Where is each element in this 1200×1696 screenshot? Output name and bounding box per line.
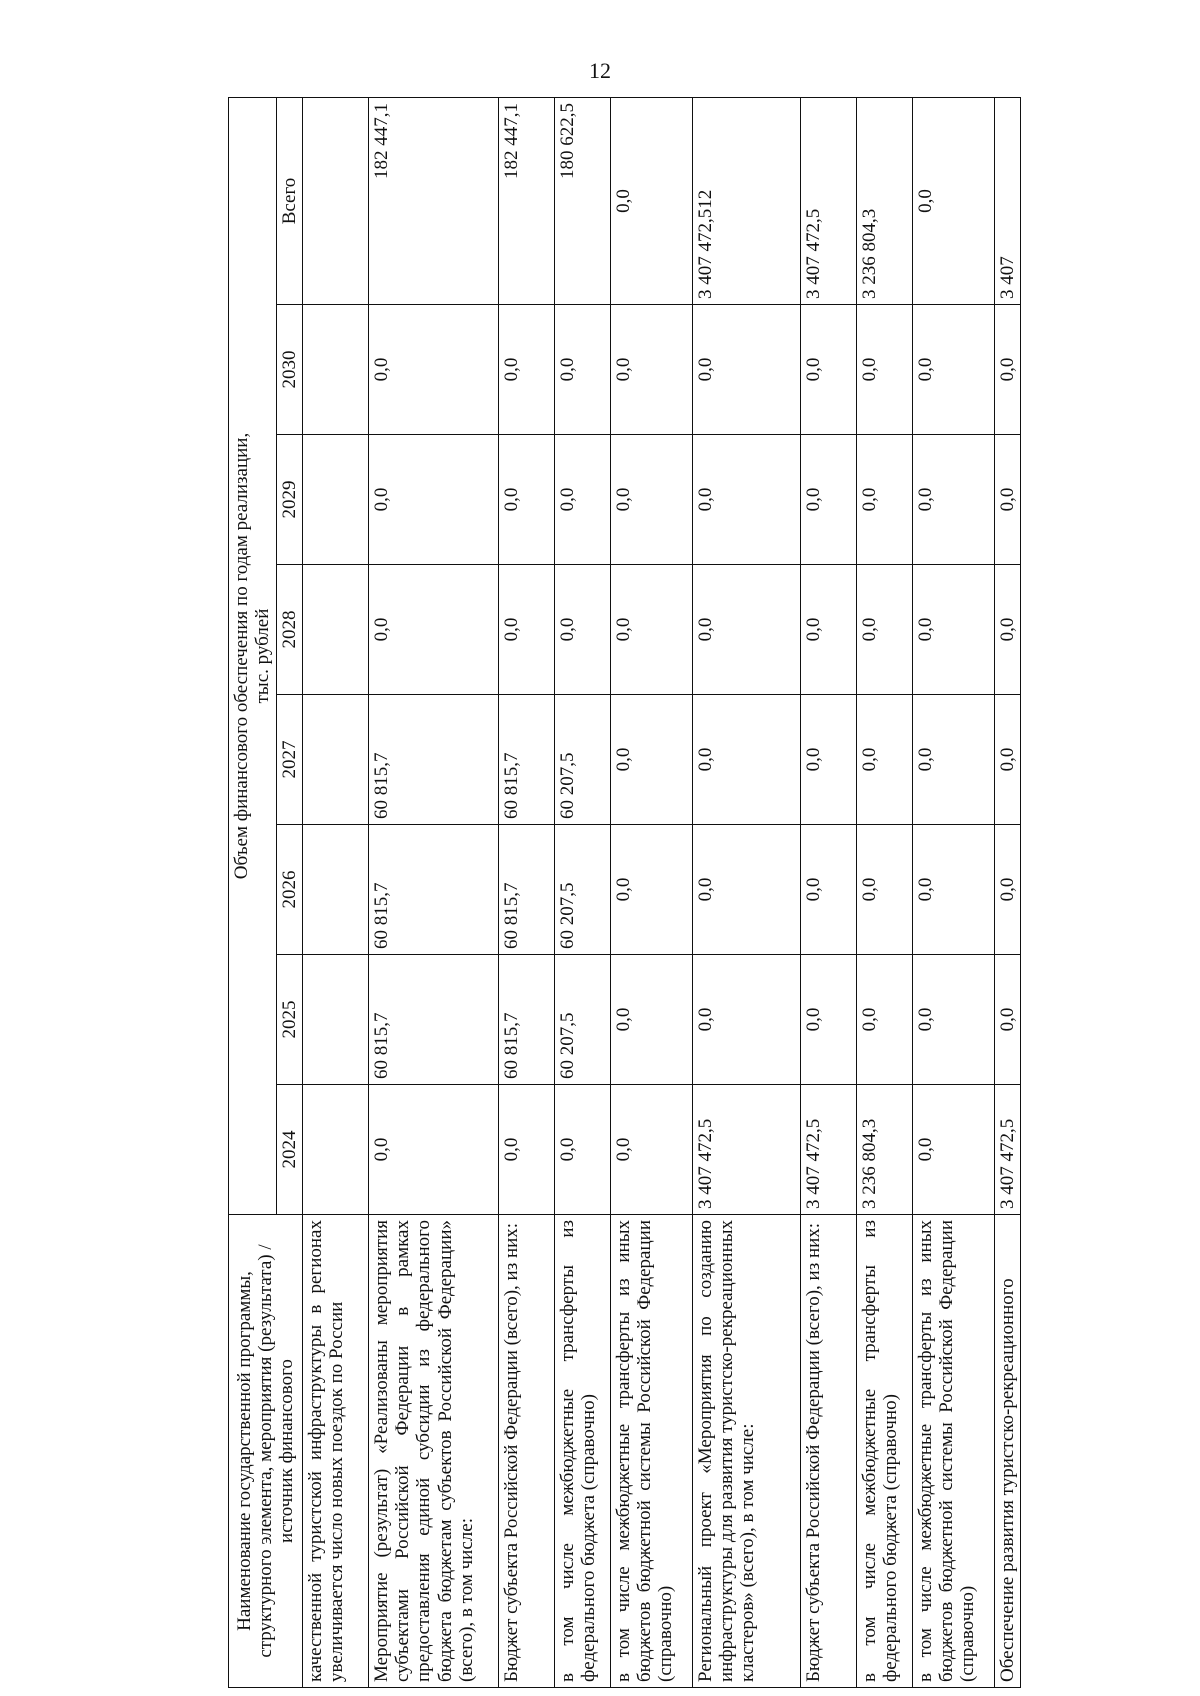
- header-year-2025: 2025: [276, 955, 302, 1085]
- cell-2030: 0,0: [368, 305, 498, 435]
- cell-2029: 0,0: [554, 435, 610, 565]
- cell-total: 3 407 472,512: [692, 97, 800, 304]
- cell-total: 0,0: [912, 97, 994, 304]
- cell-2028: 0,0: [692, 565, 800, 695]
- row-label: Обеспечение развития туристско-рекреационного: [994, 1215, 1020, 1688]
- cell-2027: 0,0: [856, 695, 912, 825]
- cell-2027: 60 207,5: [554, 695, 610, 825]
- cell-total: 3 236 804,3: [856, 97, 912, 304]
- header-year-2029: 2029: [276, 435, 302, 565]
- cell-2028: 0,0: [994, 565, 1020, 695]
- header-total: Всего: [276, 97, 302, 304]
- row-label: в том числе межбюджетные трансферты из иных бюджетов бюджетной системы Российской Федерации (справочно): [912, 1215, 994, 1688]
- table-row: [302, 97, 368, 1687]
- cell-2028: 0,0: [610, 565, 692, 695]
- cell-2027: 0,0: [610, 695, 692, 825]
- row-label: качественной туристской инфраструктуры в регионах увеличивается число новых поездок по России: [302, 1215, 368, 1688]
- cell-2026: 60 815,7: [368, 825, 498, 955]
- cell-2025: 0,0: [856, 955, 912, 1085]
- rotated-table-wrapper: [228, 98, 1018, 1688]
- cell-2027: 0,0: [692, 695, 800, 825]
- cell-2025: 0,0: [994, 955, 1020, 1085]
- cell-2024: 0,0: [912, 1085, 994, 1215]
- row-label: Региональный проект «Мероприятия по созданию инфраструктуры для развития туристско-рекреационных кластеров» (всего), в том числе:: [692, 1215, 800, 1688]
- table-row: [800, 97, 856, 1687]
- cell-2029: 0,0: [994, 435, 1020, 565]
- cell-total: 180 622,5: [554, 97, 610, 304]
- cell-2027: 0,0: [800, 695, 856, 825]
- row-label: Бюджет субъекта Российской Федерации (всего), из них:: [498, 1215, 554, 1688]
- cell-2025: 0,0: [912, 955, 994, 1085]
- table-row: [498, 97, 554, 1687]
- cell-2029: 0,0: [856, 435, 912, 565]
- cell-2030: 0,0: [498, 305, 554, 435]
- header-year-2028: 2028: [276, 565, 302, 695]
- table-row: [692, 97, 800, 1687]
- cell-2025: 60 815,7: [498, 955, 554, 1085]
- row-label: Бюджет субъекта Российской Федерации (всего), из них:: [800, 1215, 856, 1688]
- cell-2028: 0,0: [800, 565, 856, 695]
- row-label: в том числе межбюджетные трансферты из иных бюджетов бюджетной системы Российской Федерации (справочно): [610, 1215, 692, 1688]
- cell-2024: 3 407 472,5: [692, 1085, 800, 1215]
- row-label: в том числе межбюджетные трансферты из федерального бюджета (справочно): [856, 1215, 912, 1688]
- header-unit: тыс. рублей: [252, 608, 274, 704]
- cell-2027: [302, 695, 368, 825]
- table-row: [368, 97, 498, 1687]
- row-label: Мероприятие (результат) «Реализованы мероприятия субъектами Российской Федерации в рамках предоставления единой субсидии из федерального бюджета бюджетам субъектов Российской Федерации» (всего), в том числе:: [368, 1215, 498, 1688]
- header-volume-title: [229, 97, 277, 1214]
- cell-2027: 0,0: [912, 695, 994, 825]
- cell-total: 3 407: [994, 97, 1020, 304]
- cell-2026: 0,0: [800, 825, 856, 955]
- cell-2026: 0,0: [856, 825, 912, 955]
- table-row: [994, 97, 1020, 1687]
- cell-2029: 0,0: [800, 435, 856, 565]
- cell-2029: 0,0: [610, 435, 692, 565]
- cell-total: 3 407 472,5: [800, 97, 856, 304]
- cell-2027: 60 815,7: [498, 695, 554, 825]
- cell-2024: 0,0: [610, 1085, 692, 1215]
- cell-2030: 0,0: [692, 305, 800, 435]
- cell-2025: [302, 955, 368, 1085]
- cell-2030: 0,0: [912, 305, 994, 435]
- cell-2030: 0,0: [856, 305, 912, 435]
- page-number: 12: [589, 58, 611, 83]
- cell-2026: 60 815,7: [498, 825, 554, 955]
- cell-2024: 3 236 804,3: [856, 1085, 912, 1215]
- cell-total: 182 447,1: [368, 97, 498, 304]
- cell-2028: 0,0: [912, 565, 994, 695]
- cell-total: 0,0: [610, 97, 692, 304]
- cell-2030: 0,0: [554, 305, 610, 435]
- cell-2027: 60 815,7: [368, 695, 498, 825]
- cell-2024: 0,0: [554, 1085, 610, 1215]
- cell-2026: 0,0: [912, 825, 994, 955]
- cell-2025: 0,0: [692, 955, 800, 1085]
- header-year-2027: 2027: [276, 695, 302, 825]
- header-year-2030: 2030: [276, 305, 302, 435]
- table-row: [912, 97, 994, 1687]
- cell-2024: 3 407 472,5: [800, 1085, 856, 1215]
- cell-2027: 0,0: [994, 695, 1020, 825]
- cell-2029: 0,0: [368, 435, 498, 565]
- header-year-2026: 2026: [276, 825, 302, 955]
- cell-2026: 60 207,5: [554, 825, 610, 955]
- cell-2030: 0,0: [800, 305, 856, 435]
- cell-2024: 3 407 472,5: [994, 1085, 1020, 1215]
- cell-2028: 0,0: [368, 565, 498, 695]
- cell-2029: 0,0: [498, 435, 554, 565]
- cell-2028: 0,0: [554, 565, 610, 695]
- table-row: [856, 97, 912, 1687]
- cell-2024: 0,0: [498, 1085, 554, 1215]
- cell-2026: 0,0: [692, 825, 800, 955]
- cell-2028: 0,0: [856, 565, 912, 695]
- cell-2030: [302, 305, 368, 435]
- cell-2029: 0,0: [912, 435, 994, 565]
- cell-2025: 0,0: [610, 955, 692, 1085]
- cell-2030: 0,0: [610, 305, 692, 435]
- row-label: в том числе межбюджетные трансферты из федерального бюджета (справочно): [554, 1215, 610, 1688]
- cell-2025: 60 207,5: [554, 955, 610, 1085]
- cell-2025: 0,0: [800, 955, 856, 1085]
- cell-2029: [302, 435, 368, 565]
- cell-2026: 0,0: [610, 825, 692, 955]
- financing-table: [228, 97, 1021, 1688]
- cell-2026: 0,0: [994, 825, 1020, 955]
- cell-total: 182 447,1: [498, 97, 554, 304]
- cell-2024: 0,0: [368, 1085, 498, 1215]
- table-row: [610, 97, 692, 1687]
- cell-2030: 0,0: [994, 305, 1020, 435]
- table-row: [554, 97, 610, 1687]
- cell-2028: [302, 565, 368, 695]
- cell-2024: [302, 1085, 368, 1215]
- cell-2028: 0,0: [498, 565, 554, 695]
- header-name-column: Наименование государственной программы, структурного элемента, мероприятия (результата) / источник финансового: [229, 1215, 303, 1688]
- cell-2025: 60 815,7: [368, 955, 498, 1085]
- cell-2029: 0,0: [692, 435, 800, 565]
- header-year-2024: 2024: [276, 1085, 302, 1215]
- cell-2026: [302, 825, 368, 955]
- cell-total: [302, 97, 368, 304]
- header-volume-text: Объем финансового обеспечения по годам реализации,: [231, 432, 252, 880]
